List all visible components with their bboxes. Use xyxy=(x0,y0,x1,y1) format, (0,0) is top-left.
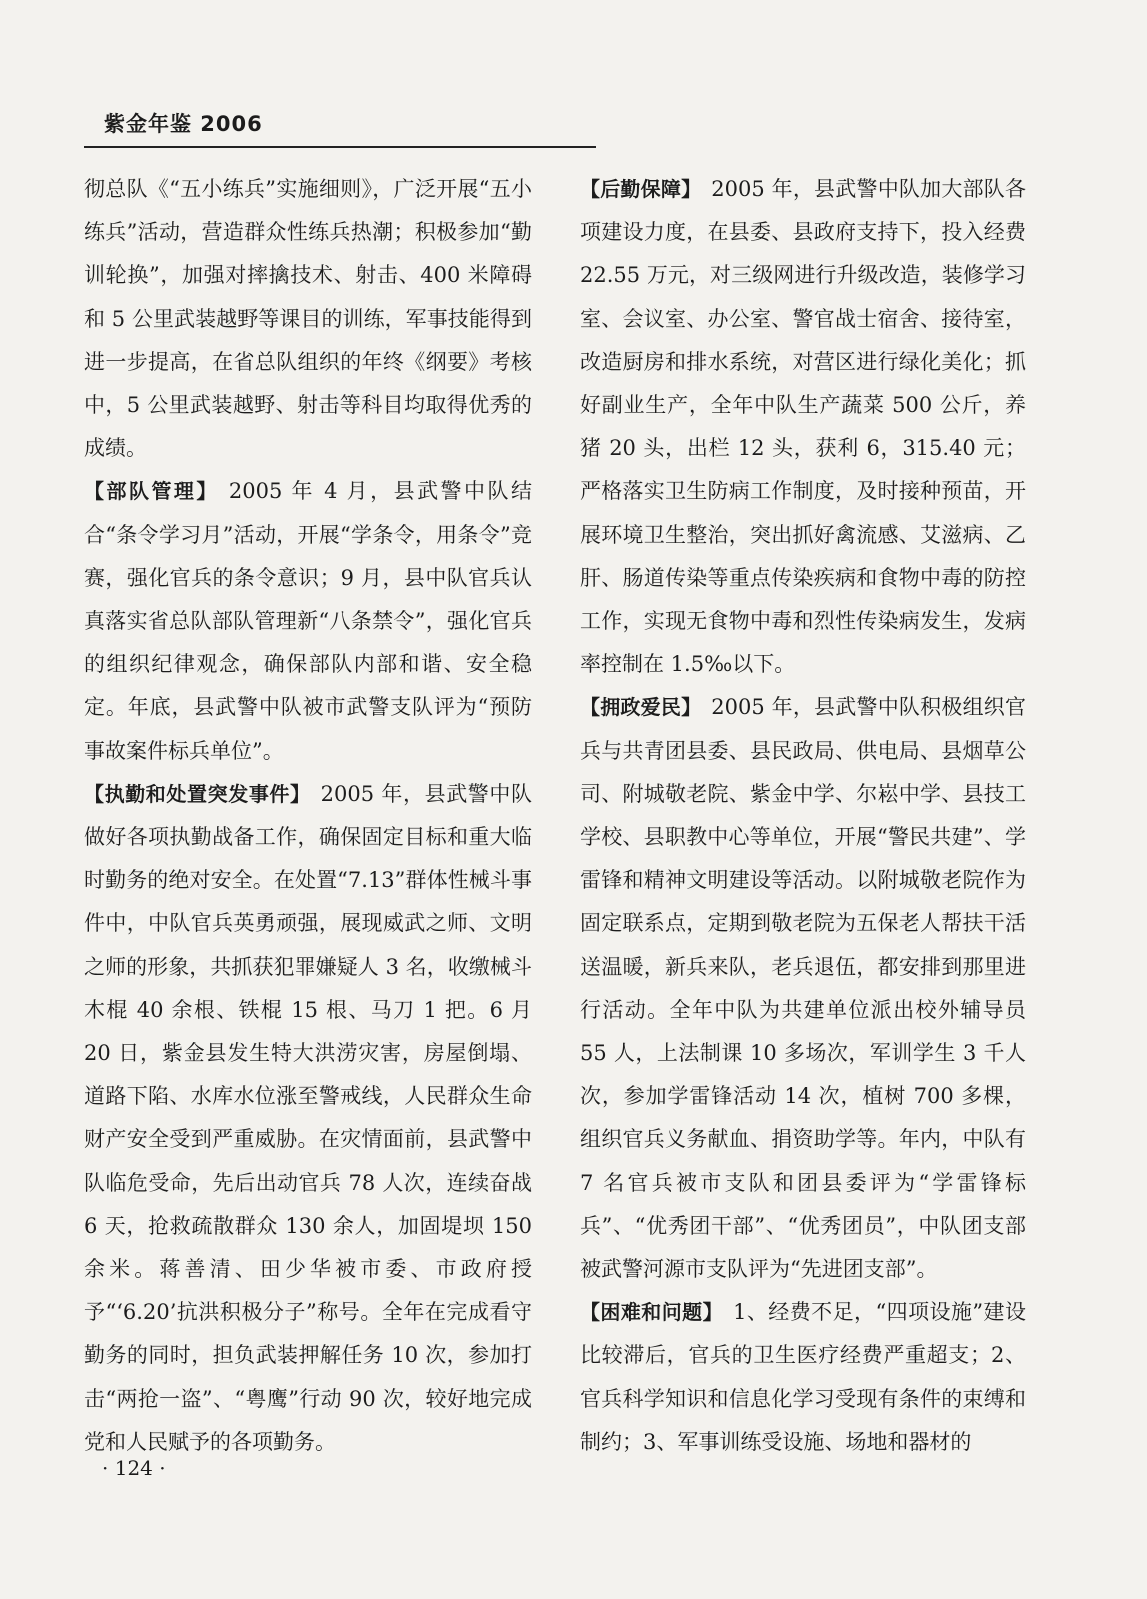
section-duty-emergency xyxy=(84,773,532,1464)
section-heading: 【部队管理】 xyxy=(84,479,219,504)
section-troop-management xyxy=(84,470,532,772)
left-column xyxy=(84,168,532,1464)
section-heading: 【拥政爱民】 xyxy=(580,695,702,720)
section-text: 2005 年，县武警中队加大部队各项建设力度，在县委、县政府支持下，投入经费 22.55 万元，对三级网进行升级改造，装修学习室、会议室、办公室、警官战士宿舍、接待室，改造厨房和排水系统，对营区进行绿化美化；抓好副业生产，全年中队生产蔬菜 500 公斤，养猪 20 头，出栏 12 头，获利 6，315.40 元；严格落实卫生防病工作制度，及时接种预苗，开展环境卫生整治，突出抓好禽流感、艾滋病、乙肝、肠道传染等重点传染疾病和食物中毒的防控工作，实现无食物中毒和烈性传染病发生，发病率控制在 1.5‰以下。 xyxy=(580,177,1026,677)
section-heading: 【困难和问题】 xyxy=(580,1300,724,1325)
running-header: 紫金年鉴 2006 xyxy=(104,112,263,136)
right-column xyxy=(580,168,1026,1464)
section-difficulties xyxy=(580,1291,1026,1464)
section-text: 2005 年，县武警中队做好各项执勤战备工作，确保固定目标和重大临时勤务的绝对安全。在处置“7.13”群体性械斗事件中，中队官兵英勇顽强，展现威武之师、文明之师的形象，共抓获犯罪嫌疑人 3 名，收缴械斗木棍 40 余根、铁棍 15 根、马刀 1 把。6 月 20 日，紫金县发生特大洪涝灾害，房屋倒塌、道路下陷、水库水位涨至警戒线，人民群众生命财产安全受到严重威胁。在灾情面前，县武警中队临危受命，先后出动官兵 78 人次，连续奋战 6 天，抢救疏散群众 130 余人，加固堤坝 150 余米。蒋善清、田少华被市委、市政府授予“‘6.20’抗洪积极分子”称号。全年在完成看守勤务的同时，担负武装押解任务 10 次，参加打击“两抢一盗”、“粤鹰”行动 90 次，较好地完成党和人民赋予的各项勤务。 xyxy=(84,781,533,1454)
section-text: 2005 年 4 月，县武警中队结合“条令学习月”活动，开展“学条令，用条令”竞赛，强化官兵的条令意识；9 月，县中队官兵认真落实省总队部队管理新“八条禁令”，强化官兵的组织纪律观念，确保部队内部和谐、安全稳定。年底，县武警中队被市武警支队评为“预防事故案件标兵单位”。 xyxy=(84,479,532,763)
section-logistics xyxy=(580,168,1026,686)
paragraph-intro: 彻总队《“五小练兵”实施细则》，广泛开展“五小练兵”活动，营造群众性练兵热潮；积极参加“勤训轮换”，加强对摔擒技术、射击、400 米障碍和 5 公里武装越野等课目的训练，军事技能得到进一步提高，在省总队组织的年终《纲要》考核中，5 公里武装越野、射击等科目均取得优秀的成绩。 xyxy=(84,177,532,461)
header-rule xyxy=(84,146,596,148)
section-support-government xyxy=(580,686,1026,1291)
section-heading: 【执勤和处置突发事件】 xyxy=(84,781,311,806)
page-number: · 124 · xyxy=(102,1456,166,1480)
section-heading: 【后勤保障】 xyxy=(580,177,702,201)
section-text: 1、经费不足，“四项设施”建设比较滞后，官兵的卫生医疗经费严重超支；2、官兵科学知识和信息化学习受现有条件的束缚和制约；3、军事训练受设施、场地和器材的 xyxy=(580,1300,1026,1454)
section-text: 2005 年，县武警中队积极组织官兵与共青团县委、县民政局、供电局、县烟草公司、附城敬老院、紫金中学、尔崧中学、县技工学校、县职教中心等单位，开展“警民共建”、学雷锋和精神文明建设等活动。以附城敬老院作为固定联系点，定期到敬老院为五保老人帮扶干活送温暖，新兵来队，老兵退伍，都安排到那里进行活动。全年中队为共建单位派出校外辅导员 55 人，上法制课 10 多场次，军训学生 3 千人次，参加学雷锋活动 14 次，植树 700 多棵，组织官兵义务献血、捐资助学等。年内，中队有 7 名官兵被市支队和团县委评为“学雷锋标兵”、“优秀团干部”、“优秀团员”，中队团支部被武警河源市支队评为“先进团支部”。 xyxy=(580,695,1026,1282)
